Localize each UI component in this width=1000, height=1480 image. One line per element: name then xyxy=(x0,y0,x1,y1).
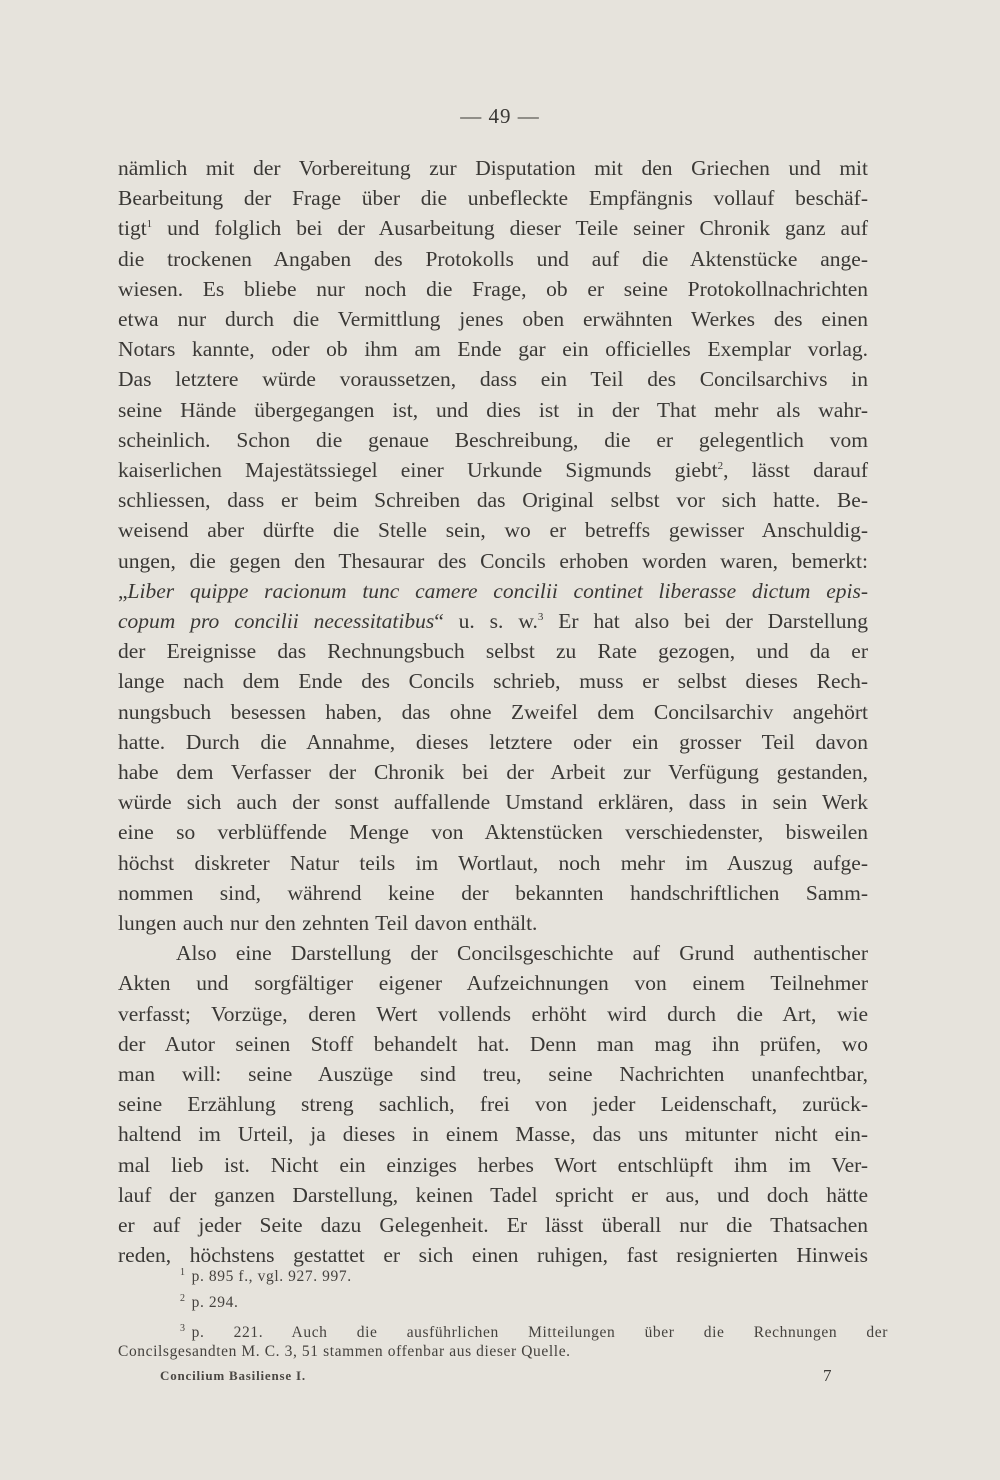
text-line xyxy=(118,425,868,455)
footnote-line xyxy=(180,1262,888,1284)
text-line xyxy=(118,636,868,666)
text-line xyxy=(118,666,868,696)
text-run: habe dem Verfasser der Chronik bei der Arbeit zur Verfügung gestanden, xyxy=(118,760,868,784)
text-line xyxy=(118,153,868,183)
text-line xyxy=(118,1089,868,1119)
text-line xyxy=(118,1150,868,1180)
text-line xyxy=(118,334,868,364)
text-run: lauf der ganzen Darstellung, keinen Tadel spricht er aus, und doch hätte xyxy=(118,1182,868,1207)
text-run: verfasst; Vorzüge, deren Wert vollends erhöht wird durch die Art, wie xyxy=(118,1001,868,1026)
text-run: etwa nur durch die Vermittlung jenes oben erwähnten Werkes des einen xyxy=(118,307,868,331)
text-line xyxy=(118,1180,868,1210)
text-line xyxy=(118,395,868,425)
text-run: der Ereignisse das Rechnungsbuch selbst zu Rate gezogen, und da er xyxy=(118,639,868,664)
italic-quote: Liber quippe racionum tunc camere concilii continet liberasse dictum epis- xyxy=(127,578,868,603)
text-line xyxy=(118,727,868,757)
text-run: Er hat also bei der Darstellung xyxy=(543,609,868,633)
text-line xyxy=(118,364,868,394)
text-line xyxy=(118,757,868,787)
text-run: tigt xyxy=(118,216,147,241)
text-run: Also eine Darstellung der Concilsgeschichte auf Grund authentischer xyxy=(176,941,868,966)
text-run: scheinlich. Schon die genaue Beschreibung, die er gelegentlich vom xyxy=(118,427,868,452)
text-run: und folglich bei der Ausarbeitung dieser Teile seiner Chronik ganz auf xyxy=(152,216,868,241)
footnote-line xyxy=(118,1341,888,1363)
text-run: reden, höchstens gestattet er sich einen ruhigen, fast resignierten Hinweis xyxy=(118,1243,868,1268)
text-run: mal lieb ist. Nicht ein einziges herbes Wort entschlüpft ihm im Ver- xyxy=(118,1152,868,1177)
footnote-text: Concilsgesandten M. C. 3, 51 stammen offenbar aus dieser Quelle. xyxy=(118,1343,571,1360)
text-run: haltend im Urteil, ja dieses in einem Masse, das uns mitunter nicht ein- xyxy=(118,1122,868,1147)
text-run: „ xyxy=(118,578,128,603)
text-run: seine Hände übergegangen ist, und dies ist in der That mehr als wahr- xyxy=(118,397,868,422)
text-run: höchst diskreter Natur teils im Wortlaut, noch mehr im Auszug aufge- xyxy=(118,850,868,875)
footnote-text: p. 294. xyxy=(191,1294,239,1312)
text-line xyxy=(118,787,868,817)
text-run: ungen, die gegen den Thesaurar des Concils erhoben worden waren, bemerkt: xyxy=(118,548,868,573)
text-run: der Autor seinen Stoff behandelt hat. Denn man mag ihn prüfen, wo xyxy=(118,1031,868,1056)
footnote-marker: 3 xyxy=(180,1323,186,1334)
signature-mark: Concilium Basiliense I. xyxy=(160,1368,306,1383)
text-run: nämlich mit der Vorbereitung zur Disputation mit den Griechen und mit xyxy=(118,156,868,180)
text-run: seine Erzählung streng sachlich, frei von jeder Leidenschaft, zurück- xyxy=(118,1092,868,1117)
text-run: schliessen, dass er beim Schreiben das Original selbst vor sich hatte. Be- xyxy=(118,488,868,513)
text-run: Akten und sorgfältiger eigener Aufzeichnungen von einem Teilnehmer xyxy=(118,971,868,996)
text-run: lange nach dem Ende des Concils schrieb, muss er selbst dieses Rech- xyxy=(118,669,868,694)
text-line xyxy=(118,244,868,274)
footnote-ref: 3 xyxy=(537,610,544,623)
footnote-marker: 2 xyxy=(180,1293,186,1304)
text-run: würde sich auch der sonst auffallende Umstand erklären, dass in sein Werk xyxy=(118,790,868,815)
running-head: — 49 — xyxy=(460,104,540,128)
footnote-line xyxy=(180,1288,888,1310)
text-run: kaiserlichen Majestätssiegel einer Urkunde Sigmunds giebt xyxy=(118,458,718,482)
text-run: eine so verblüffende Menge von Aktenstücken verschiedenster, bisweilen xyxy=(118,820,868,845)
text-line xyxy=(118,546,868,576)
text-line xyxy=(118,576,868,606)
text-run: er auf jeder Seite dazu Gelegenheit. Er lässt überall nur die Thatsachen xyxy=(118,1213,868,1237)
text-line xyxy=(118,183,868,213)
text-line xyxy=(118,878,868,908)
text-line xyxy=(118,999,868,1029)
text-run: , lässt darauf xyxy=(723,458,869,482)
text-line xyxy=(118,1119,868,1149)
italic-quote: copum pro concilii necessitatibus xyxy=(118,609,435,633)
text-line xyxy=(118,1029,868,1059)
sheet-number: 7 xyxy=(823,1366,832,1385)
text-run: Notars kannte, oder ob ihm am Ende gar ein officielles Exemplar vorlag. xyxy=(118,337,868,362)
footnote-text: p. 221. Auch die ausführlichen Mitteilungen über die Rechnungen der xyxy=(191,1324,888,1342)
text-line xyxy=(118,1059,868,1089)
text-line xyxy=(118,304,868,334)
text-line xyxy=(118,908,868,938)
text-line xyxy=(118,606,868,636)
text-line xyxy=(118,1210,868,1240)
text-line xyxy=(118,817,868,847)
text-run: “ u. s. w. xyxy=(434,609,538,633)
text-run: Bearbeitung der Frage über die unbefleckte Empfängnis vollauf beschäf- xyxy=(118,186,868,211)
text-run: wiesen. Es bliebe nur noch die Frage, ob er seine Protokollnachrichten xyxy=(118,276,868,301)
text-run: nommen sind, während keine der bekannten handschriftlichen Samm- xyxy=(118,880,868,905)
text-line xyxy=(118,848,868,878)
footnote-ref: 2 xyxy=(717,459,724,472)
text-run: lungen auch nur den zehnten Teil davon enthält. xyxy=(118,911,538,935)
text-run: hatte. Durch die Annahme, dieses letztere oder ein grosser Teil davon xyxy=(118,729,868,754)
footnote-ref: 1 xyxy=(146,218,153,231)
text-line xyxy=(118,485,868,515)
text-line xyxy=(118,455,868,485)
text-line xyxy=(118,938,868,968)
text-line xyxy=(118,968,868,998)
text-line xyxy=(118,213,868,243)
text-run: weisend aber dürfte die Stelle sein, wo er betreffs gewisser Anschuldig- xyxy=(118,518,868,543)
footnote-line xyxy=(180,1318,888,1340)
text-run: die trockenen Angaben des Protokolls und auf die Aktenstücke ange- xyxy=(118,246,868,271)
text-run: Das letztere würde voraussetzen, dass ein Teil des Concilsarchivs in xyxy=(118,367,868,392)
text-line xyxy=(118,697,868,727)
footnote-marker: 1 xyxy=(180,1267,186,1278)
footnote-text: p. 895 f., vgl. 927. 997. xyxy=(191,1268,352,1286)
text-line xyxy=(118,274,868,304)
text-run: man will: seine Auszüge sind treu, seine Nachrichten unanfechtbar, xyxy=(118,1062,868,1086)
text-line xyxy=(118,515,868,545)
text-run: nungsbuch besessen haben, das ohne Zweifel dem Concilsarchiv angehört xyxy=(118,699,868,724)
